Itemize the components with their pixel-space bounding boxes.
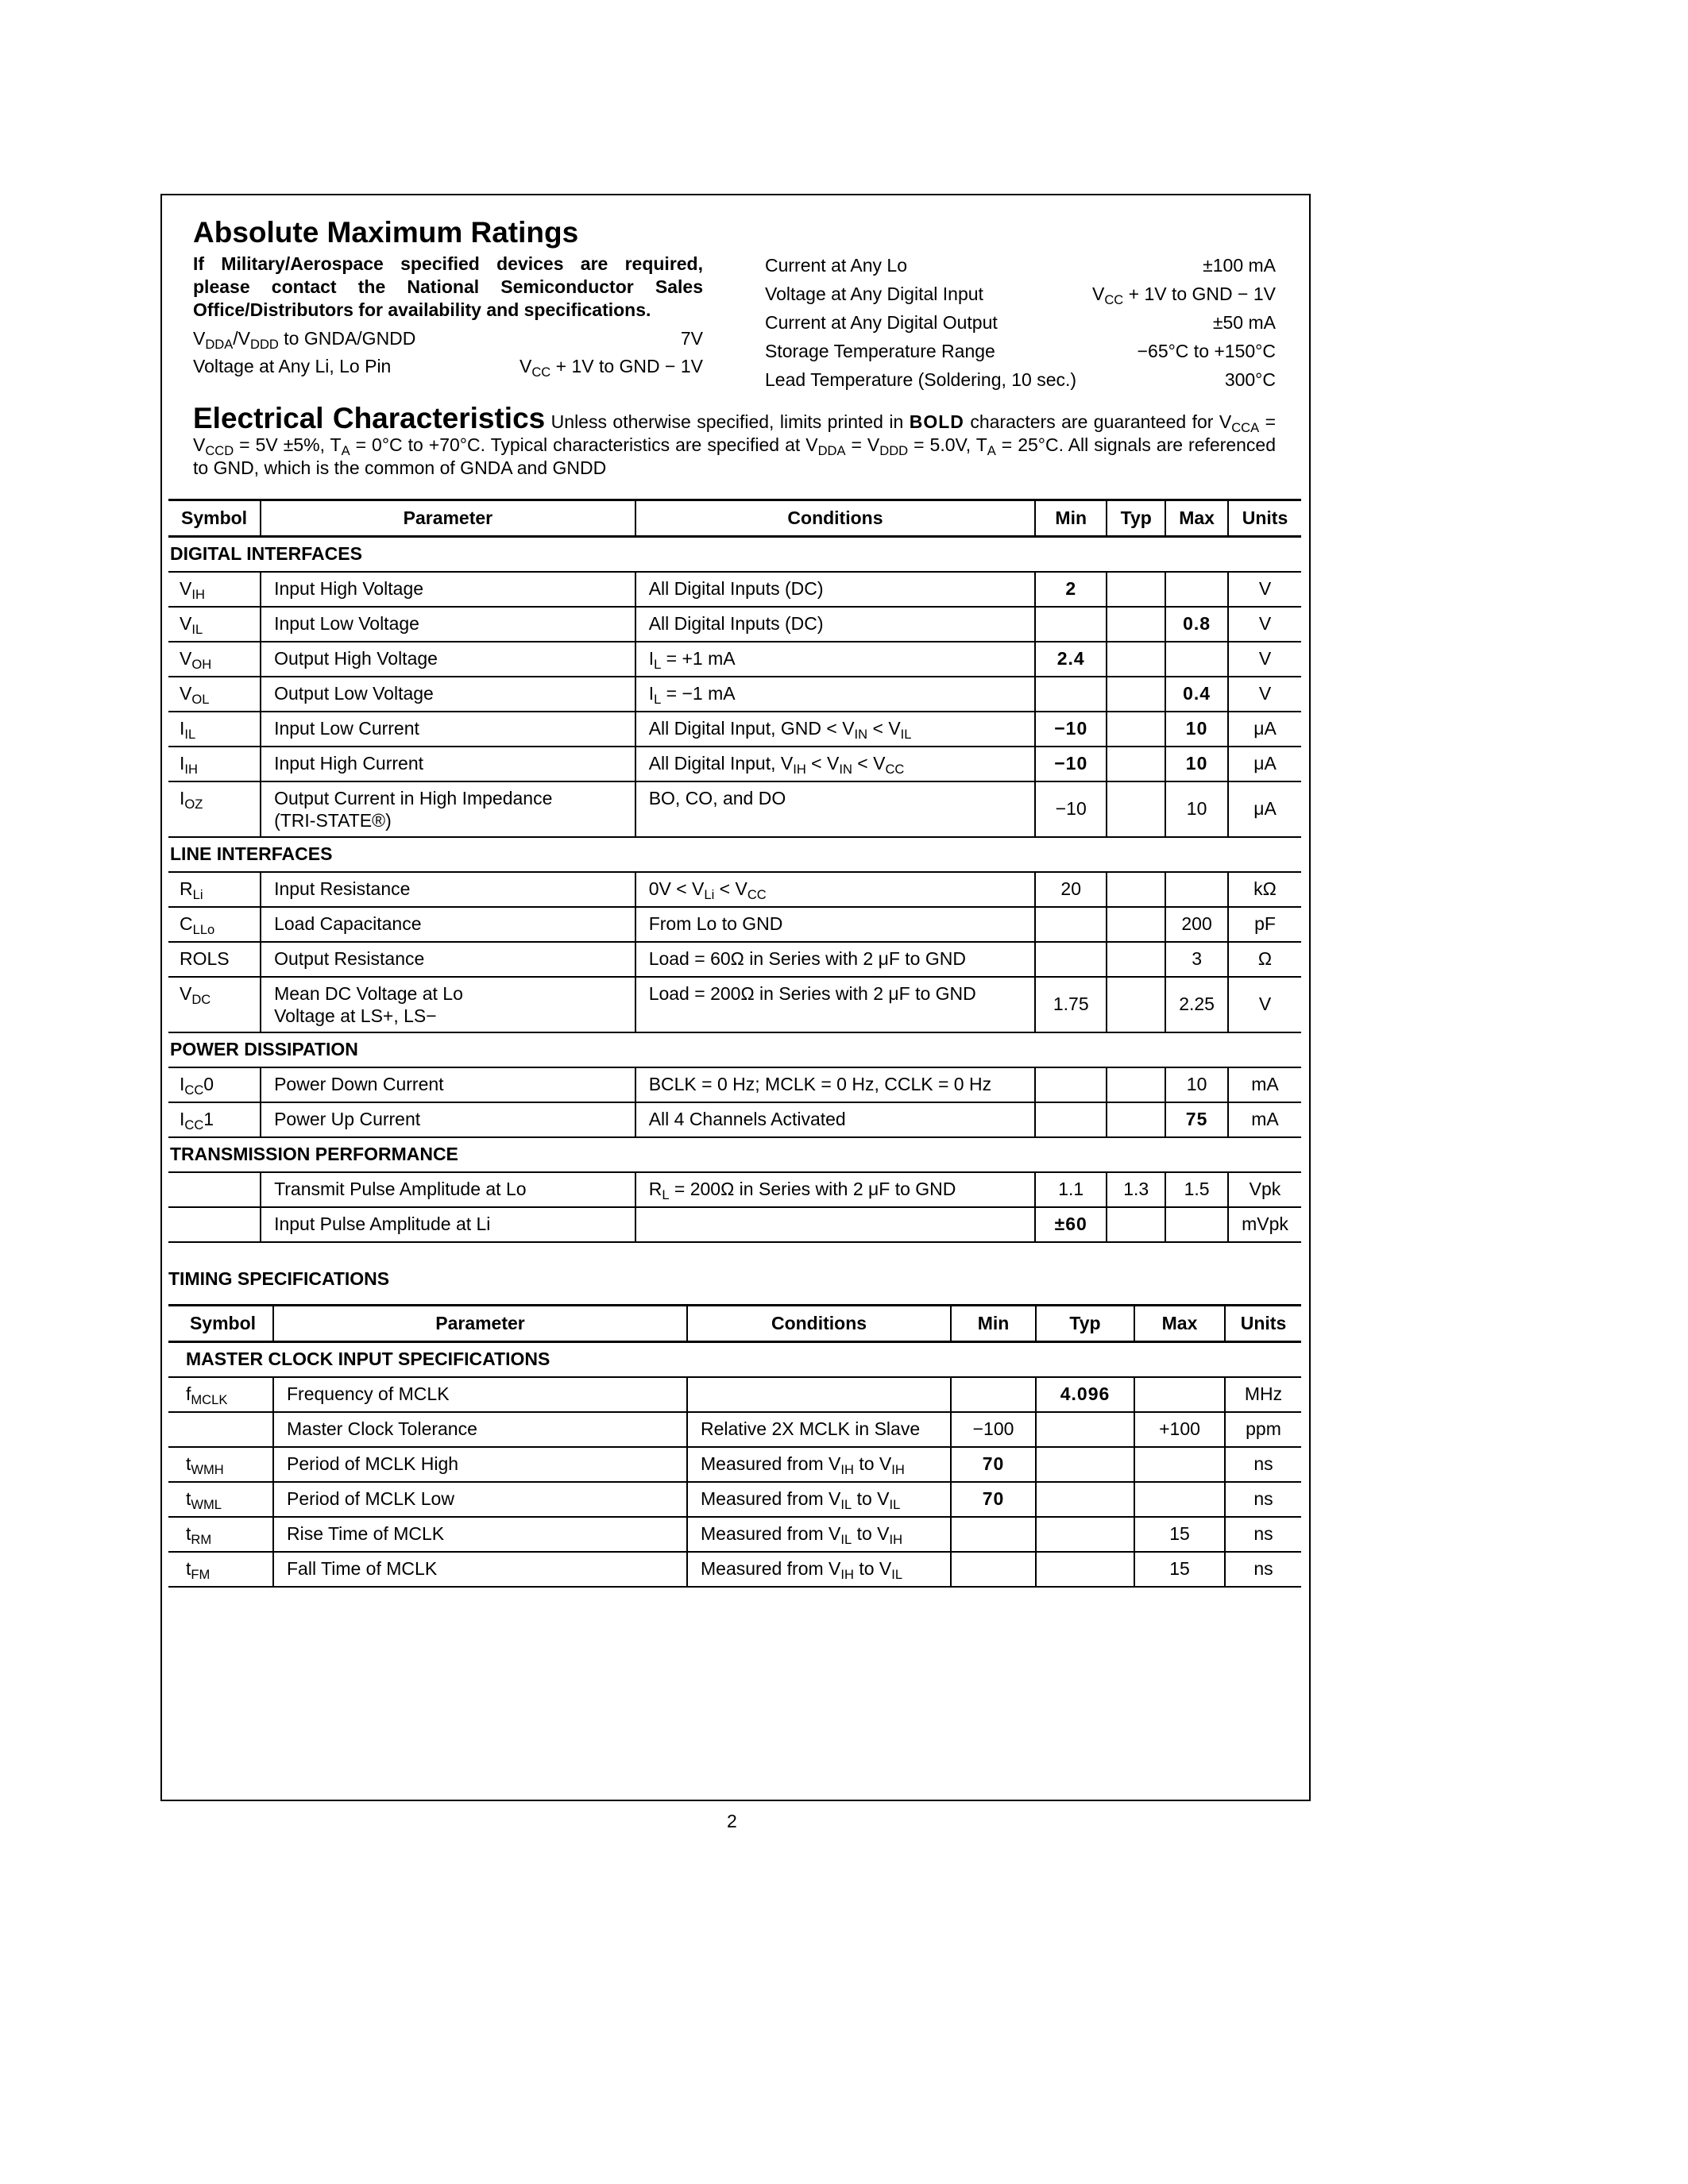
- table-row: [168, 712, 1301, 747]
- table-header-row: [168, 500, 1301, 537]
- table-row: [168, 781, 1301, 837]
- min-cell: [951, 1517, 1036, 1552]
- min-cell: 70: [951, 1447, 1036, 1482]
- typ-cell: 4.096: [1036, 1377, 1134, 1412]
- table-row: [168, 907, 1301, 942]
- typ-cell: [1036, 1482, 1134, 1517]
- units-cell: kΩ: [1228, 872, 1301, 907]
- column-header: Max: [1134, 1306, 1225, 1342]
- military-note: If Military/Aerospace specified devices are required, please contact the National Semiconductor Sales Office/Distributors for availability and specifications.: [193, 253, 703, 320]
- max-cell: [1134, 1377, 1225, 1412]
- section-row: [168, 537, 1301, 572]
- max-cell: 3: [1165, 942, 1228, 977]
- typ-cell: [1107, 712, 1165, 747]
- typ-cell: [1107, 907, 1165, 942]
- rating-value: $V_{CC} + 1V$ to GND − 1V: [519, 356, 703, 380]
- parameter-cell: Output High Voltage: [261, 642, 635, 677]
- rating-value: 300°C: [1224, 369, 1276, 390]
- max-cell: 10: [1165, 781, 1228, 837]
- typ-cell: [1036, 1552, 1134, 1587]
- max-cell: 15: [1134, 1517, 1225, 1552]
- table-row: [168, 642, 1301, 677]
- typ-cell: [1036, 1517, 1134, 1552]
- symbol-cell: ROLS: [168, 942, 261, 977]
- units-cell: μA: [1228, 747, 1301, 781]
- table-row: [168, 1517, 1301, 1552]
- table-row: [168, 942, 1301, 977]
- max-cell: 10: [1165, 747, 1228, 781]
- units-cell: μA: [1228, 781, 1301, 837]
- parameter-cell: Output Low Voltage: [261, 677, 635, 712]
- parameter-cell: Master Clock Tolerance: [273, 1412, 687, 1447]
- typ-cell: [1107, 1207, 1165, 1242]
- parameter-cell: Transmit Pulse Amplitude at Lo: [261, 1172, 635, 1207]
- typ-cell: [1107, 607, 1165, 642]
- parameter-cell: Input Low Voltage: [261, 607, 635, 642]
- symbol-cell: $V_{OL}$: [168, 677, 261, 712]
- parameter-cell: Load Capacitance: [261, 907, 635, 942]
- units-cell: Vpk: [1228, 1172, 1301, 1207]
- conditions-cell: All Digital Input, GND < $V_{IN} < V_{IL}$: [635, 712, 1036, 747]
- table-row: [168, 1207, 1301, 1242]
- max-cell: 75: [1165, 1102, 1228, 1137]
- max-cell: [1134, 1447, 1225, 1482]
- absolute-max-title: Absolute Maximum Ratings: [193, 216, 579, 249]
- conditions-cell: All Digital Inputs (DC): [635, 572, 1036, 607]
- table-row: [168, 1447, 1301, 1482]
- column-header: Units: [1225, 1306, 1301, 1342]
- units-cell: pF: [1228, 907, 1301, 942]
- units-cell: V: [1228, 977, 1301, 1032]
- conditions-cell: $R_L = 200\Omega$ in Series with 2 μF to GND: [635, 1172, 1036, 1207]
- conditions-cell: Load = 200Ω in Series with 2 μF to GND: [635, 977, 1036, 1032]
- rating-item: [193, 325, 703, 353]
- symbol-cell: $V_{OH}$: [168, 642, 261, 677]
- rating-value: ±50 mA: [1212, 312, 1276, 333]
- symbol-cell: $t_{WMH}$: [168, 1447, 273, 1482]
- table-row: [168, 1102, 1301, 1137]
- table-row: [168, 572, 1301, 607]
- absolute-max-right-list: [765, 251, 1276, 394]
- table-row: [168, 747, 1301, 781]
- symbol-cell: $V_{IH}$: [168, 572, 261, 607]
- parameter-cell: Period of MCLK High: [273, 1447, 687, 1482]
- timing-specs-label: TIMING SPECIFICATIONS: [168, 1268, 390, 1289]
- symbol-cell: $I_{IL}$: [168, 712, 261, 747]
- column-header: Units: [1228, 500, 1301, 537]
- max-cell: [1165, 572, 1228, 607]
- rating-label: Voltage at Any Digital Input: [765, 284, 983, 304]
- min-cell: −10: [1035, 747, 1107, 781]
- min-cell: [1035, 607, 1107, 642]
- typ-cell: 1.3: [1107, 1172, 1165, 1207]
- conditions-cell: Measured from $V_{IL}$ to $V_{IH}$: [687, 1517, 951, 1552]
- parameter-cell: Fall Time of MCLK: [273, 1552, 687, 1587]
- min-cell: ±60: [1035, 1207, 1107, 1242]
- typ-cell: [1107, 747, 1165, 781]
- typ-cell: [1036, 1412, 1134, 1447]
- conditions-cell: [687, 1377, 951, 1412]
- min-cell: [1035, 1102, 1107, 1137]
- min-cell: [1035, 1067, 1107, 1102]
- section-row: [168, 1032, 1301, 1067]
- column-header: Typ: [1036, 1306, 1134, 1342]
- min-cell: −100: [951, 1412, 1036, 1447]
- min-cell: −10: [1035, 781, 1107, 837]
- section-title: POWER DISSIPATION: [168, 1032, 1301, 1067]
- column-header: Min: [951, 1306, 1036, 1342]
- conditions-cell: All 4 Channels Activated: [635, 1102, 1036, 1137]
- parameter-cell: Power Down Current: [261, 1067, 635, 1102]
- conditions-cell: $I_L = +1$ mA: [635, 642, 1036, 677]
- units-cell: mA: [1228, 1067, 1301, 1102]
- conditions-cell: BO, CO, and DO: [635, 781, 1036, 837]
- symbol-cell: $I_{OZ}$: [168, 781, 261, 837]
- max-cell: 0.8: [1165, 607, 1228, 642]
- parameter-cell: Output Resistance: [261, 942, 635, 977]
- min-cell: 1.75: [1035, 977, 1107, 1032]
- column-header: Conditions: [687, 1306, 951, 1342]
- rating-item: [765, 280, 1276, 308]
- min-cell: [1035, 907, 1107, 942]
- max-cell: [1165, 1207, 1228, 1242]
- column-header: Typ: [1107, 500, 1165, 537]
- rating-label: Current at Any Lo: [765, 255, 907, 276]
- units-cell: V: [1228, 607, 1301, 642]
- symbol-cell: $f_{MCLK}$: [168, 1377, 273, 1412]
- typ-cell: [1107, 677, 1165, 712]
- max-cell: 0.4: [1165, 677, 1228, 712]
- symbol-cell: $C_{LLo}$: [168, 907, 261, 942]
- units-cell: ns: [1225, 1482, 1301, 1517]
- ec-intro: Unless otherwise specified, limits printed in BOLD characters are guaranteed for $V_{CCA} = V_{CCD} = 5V \pm 5\%$, $T_A = 0^\circ C$ to +70°C. Typical characteristics are specified at $V_{DDA} = V_{DDD} = 5.0V$, $T_A = 25^\circ C$. All signals are referenced to GND, which is the common of GNDA and GNDD: [193, 411, 1277, 478]
- parameter-cell: Input Pulse Amplitude at Li: [261, 1207, 635, 1242]
- parameter-cell: Output Current in High Impedance (TRI-STATE®): [261, 781, 635, 837]
- min-cell: [951, 1552, 1036, 1587]
- table-row: [168, 872, 1301, 907]
- conditions-cell: $I_L = -1$ mA: [635, 677, 1036, 712]
- max-cell: 15: [1134, 1552, 1225, 1587]
- column-header: Parameter: [261, 500, 635, 537]
- rating-value: ±100 mA: [1203, 255, 1276, 276]
- max-cell: 10: [1165, 1067, 1228, 1102]
- units-cell: mA: [1228, 1102, 1301, 1137]
- conditions-cell: Relative 2X MCLK in Slave: [687, 1412, 951, 1447]
- rating-label: Storage Temperature Range: [765, 341, 995, 361]
- typ-cell: [1107, 572, 1165, 607]
- typ-cell: [1036, 1447, 1134, 1482]
- absolute-max-left: [193, 253, 703, 380]
- parameter-cell: Frequency of MCLK: [273, 1377, 687, 1412]
- rating-label: Current at Any Digital Output: [765, 312, 998, 333]
- parameter-cell: Period of MCLK Low: [273, 1482, 687, 1517]
- page-number: 2: [727, 1811, 737, 1831]
- min-cell: −10: [1035, 712, 1107, 747]
- section-row: [168, 837, 1301, 872]
- conditions-cell: Measured from $V_{IH}$ to $V_{IL}$: [687, 1552, 951, 1587]
- typ-cell: [1107, 942, 1165, 977]
- rating-item: [765, 337, 1276, 365]
- symbol-cell: $I_{CC}1$: [168, 1102, 261, 1137]
- section-title: LINE INTERFACES: [168, 837, 1301, 872]
- symbol-cell: $t_{WML}$: [168, 1482, 273, 1517]
- max-cell: [1134, 1482, 1225, 1517]
- units-cell: ns: [1225, 1552, 1301, 1587]
- parameter-cell: Rise Time of MCLK: [273, 1517, 687, 1552]
- symbol-cell: $I_{IH}$: [168, 747, 261, 781]
- parameter-cell: Mean DC Voltage at Lo Voltage at LS+, LS−: [261, 977, 635, 1032]
- column-header: Symbol: [168, 1306, 273, 1342]
- column-header: Conditions: [635, 500, 1036, 537]
- symbol-cell: $V_{DC}$: [168, 977, 261, 1032]
- rating-value: −65°C to +150°C: [1137, 341, 1276, 361]
- table-row: [168, 1482, 1301, 1517]
- symbol-cell: [168, 1412, 273, 1447]
- rating-label: $V_{DDA}/V_{DDD}$ to GNDA/GNDD: [193, 328, 416, 352]
- table-row: [168, 607, 1301, 642]
- parameter-cell: Power Up Current: [261, 1102, 635, 1137]
- section-row: [168, 1137, 1301, 1172]
- symbol-cell: [168, 1172, 261, 1207]
- rating-label: Voltage at Any Li, Lo Pin: [193, 356, 392, 376]
- max-cell: 2.25: [1165, 977, 1228, 1032]
- electrical-characteristics-table: [168, 499, 1301, 1243]
- section-title: DIGITAL INTERFACES: [168, 537, 1301, 572]
- conditions-cell: Measured from $V_{IL}$ to $V_{IL}$: [687, 1482, 951, 1517]
- rating-value: $V_{CC} + 1V$ to GND − 1V: [1091, 284, 1276, 307]
- rating-item: [765, 251, 1276, 280]
- min-cell: [951, 1377, 1036, 1412]
- section-title: MASTER CLOCK INPUT SPECIFICATIONS: [168, 1342, 1301, 1377]
- conditions-cell: [635, 1207, 1036, 1242]
- conditions-cell: All Digital Input, $V_{IH} < V_{IN} < V_{CC}$: [635, 747, 1036, 781]
- conditions-cell: All Digital Inputs (DC): [635, 607, 1036, 642]
- max-cell: +100: [1134, 1412, 1225, 1447]
- units-cell: mVpk: [1228, 1207, 1301, 1242]
- units-cell: ppm: [1225, 1412, 1301, 1447]
- absolute-max-left-list: [193, 325, 703, 380]
- table-header-row: [168, 1306, 1301, 1342]
- units-cell: V: [1228, 677, 1301, 712]
- column-header: Parameter: [273, 1306, 687, 1342]
- rating-item: [193, 353, 703, 380]
- typ-cell: [1107, 1067, 1165, 1102]
- table-row: [168, 1377, 1301, 1412]
- symbol-cell: $R_{Li}$: [168, 872, 261, 907]
- typ-cell: [1107, 1102, 1165, 1137]
- symbol-cell: $V_{IL}$: [168, 607, 261, 642]
- min-cell: 70: [951, 1482, 1036, 1517]
- symbol-cell: $t_{RM}$: [168, 1517, 273, 1552]
- min-cell: 2.4: [1035, 642, 1107, 677]
- units-cell: MHz: [1225, 1377, 1301, 1412]
- symbol-cell: $I_{CC}0$: [168, 1067, 261, 1102]
- typ-cell: [1107, 781, 1165, 837]
- table-row: [168, 1552, 1301, 1587]
- parameter-cell: Input Low Current: [261, 712, 635, 747]
- column-header: Symbol: [168, 500, 261, 537]
- conditions-cell: Measured from $V_{IH}$ to $V_{IH}$: [687, 1447, 951, 1482]
- symbol-cell: [168, 1207, 261, 1242]
- units-cell: ns: [1225, 1447, 1301, 1482]
- table-row: [168, 1067, 1301, 1102]
- table-row: [168, 1172, 1301, 1207]
- conditions-cell: BCLK = 0 Hz; MCLK = 0 Hz, CCLK = 0 Hz: [635, 1067, 1036, 1102]
- section-row: [168, 1342, 1301, 1377]
- units-cell: ns: [1225, 1517, 1301, 1552]
- typ-cell: [1107, 642, 1165, 677]
- parameter-cell: Input High Voltage: [261, 572, 635, 607]
- max-cell: 10: [1165, 712, 1228, 747]
- rating-item: [765, 365, 1276, 394]
- typ-cell: [1107, 872, 1165, 907]
- max-cell: [1165, 872, 1228, 907]
- min-cell: 2: [1035, 572, 1107, 607]
- parameter-cell: Input High Current: [261, 747, 635, 781]
- table-row: [168, 677, 1301, 712]
- units-cell: Ω: [1228, 942, 1301, 977]
- table-row: [168, 1412, 1301, 1447]
- units-cell: μA: [1228, 712, 1301, 747]
- timing-specifications-table: [168, 1304, 1301, 1588]
- electrical-characteristics-heading: [193, 402, 1277, 480]
- ec-title: Electrical Characteristics: [193, 402, 546, 434]
- conditions-cell: From Lo to GND: [635, 907, 1036, 942]
- max-cell: [1165, 642, 1228, 677]
- conditions-cell: Load = 60Ω in Series with 2 μF to GND: [635, 942, 1036, 977]
- rating-label: Lead Temperature (Soldering, 10 sec.): [765, 369, 1077, 390]
- min-cell: 1.1: [1035, 1172, 1107, 1207]
- table-row: [168, 977, 1301, 1032]
- rating-value: 7V: [680, 328, 703, 349]
- typ-cell: [1107, 977, 1165, 1032]
- max-cell: 200: [1165, 907, 1228, 942]
- parameter-cell: Input Resistance: [261, 872, 635, 907]
- min-cell: [1035, 677, 1107, 712]
- column-header: Min: [1035, 500, 1107, 537]
- min-cell: 20: [1035, 872, 1107, 907]
- units-cell: V: [1228, 642, 1301, 677]
- max-cell: 1.5: [1165, 1172, 1228, 1207]
- units-cell: V: [1228, 572, 1301, 607]
- rating-item: [765, 308, 1276, 337]
- symbol-cell: $t_{FM}$: [168, 1552, 273, 1587]
- min-cell: [1035, 942, 1107, 977]
- section-title: TRANSMISSION PERFORMANCE: [168, 1137, 1301, 1172]
- conditions-cell: $0V < V_{Li} < V_{CC}$: [635, 872, 1036, 907]
- column-header: Max: [1165, 500, 1228, 537]
